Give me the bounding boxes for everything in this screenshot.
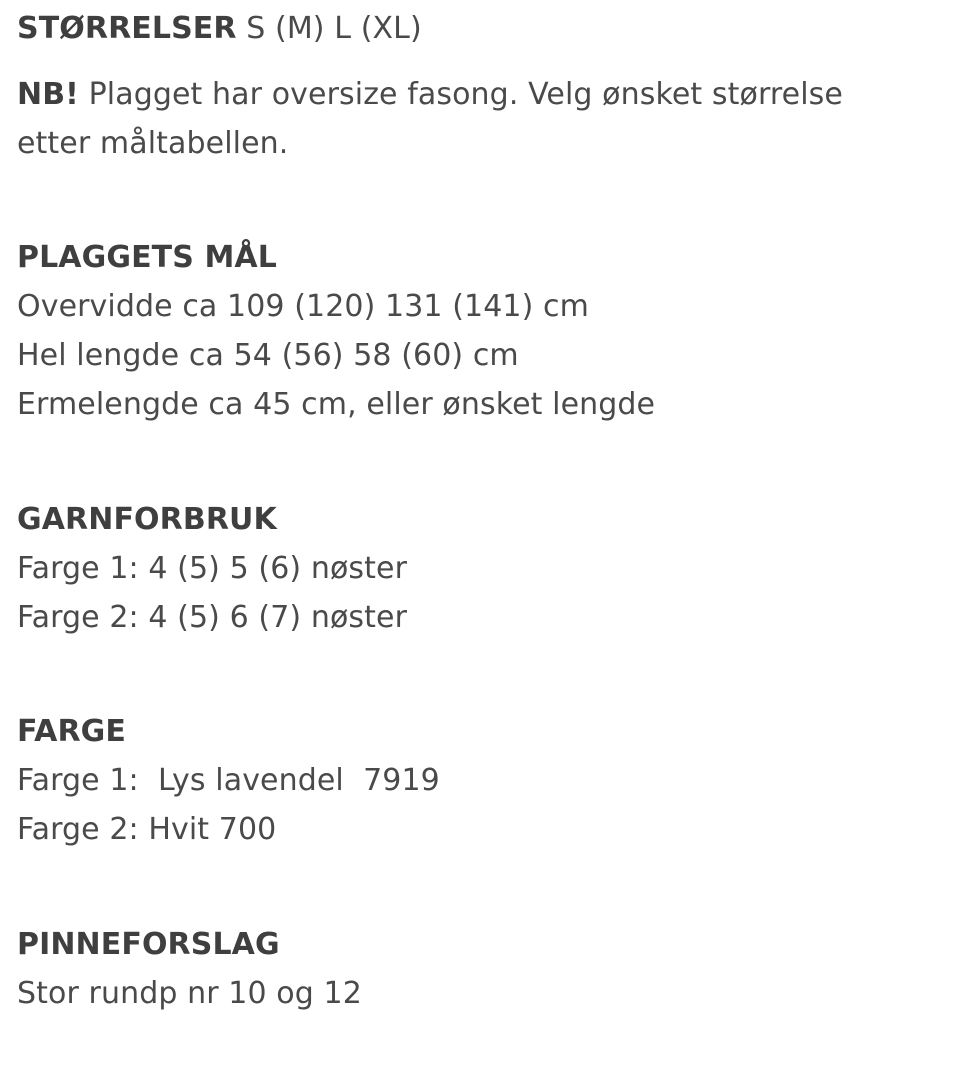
sizes-line xyxy=(17,4,422,53)
sizes-section xyxy=(17,4,422,53)
needles-section xyxy=(17,920,362,1018)
measurements-section xyxy=(17,233,655,429)
yarn-heading: GARNFORBRUK xyxy=(17,502,277,537)
yarn-color-2: Farge 2: 4 (5) 6 (7) nøster xyxy=(17,600,408,635)
sizes-label: STØRRELSER xyxy=(17,11,237,46)
measurement-chest: Overvidde ca 109 (120) 131 (141) cm xyxy=(17,289,589,324)
note-text-1: Plagget har oversize fasong. Velg ønsket størrelse xyxy=(88,77,843,112)
colors-section xyxy=(17,707,440,854)
note-section xyxy=(17,70,937,168)
yarn-color-1: Farge 1: 4 (5) 5 (6) nøster xyxy=(17,551,408,586)
colors-heading: FARGE xyxy=(17,714,126,749)
color-1: Farge 1: Lys lavendel 7919 xyxy=(17,763,440,798)
note-line-2: etter måltabellen. xyxy=(17,126,289,161)
needles-heading: PINNEFORSLAG xyxy=(17,927,280,962)
measurements-heading: PLAGGETS MÅL xyxy=(17,240,277,275)
measurement-sleeve: Ermelengde ca 45 cm, eller ønsket lengde xyxy=(17,387,656,422)
yarn-section xyxy=(17,495,407,642)
color-2: Farge 2: Hvit 700 xyxy=(17,812,277,847)
note-label: NB! xyxy=(17,77,79,112)
note-line-1 xyxy=(17,70,937,119)
sizes-values: S (M) L (XL) xyxy=(246,11,422,46)
measurement-length: Hel lengde ca 54 (56) 58 (60) cm xyxy=(17,338,519,373)
needles-suggestion: Stor rundp nr 10 og 12 xyxy=(17,976,362,1011)
